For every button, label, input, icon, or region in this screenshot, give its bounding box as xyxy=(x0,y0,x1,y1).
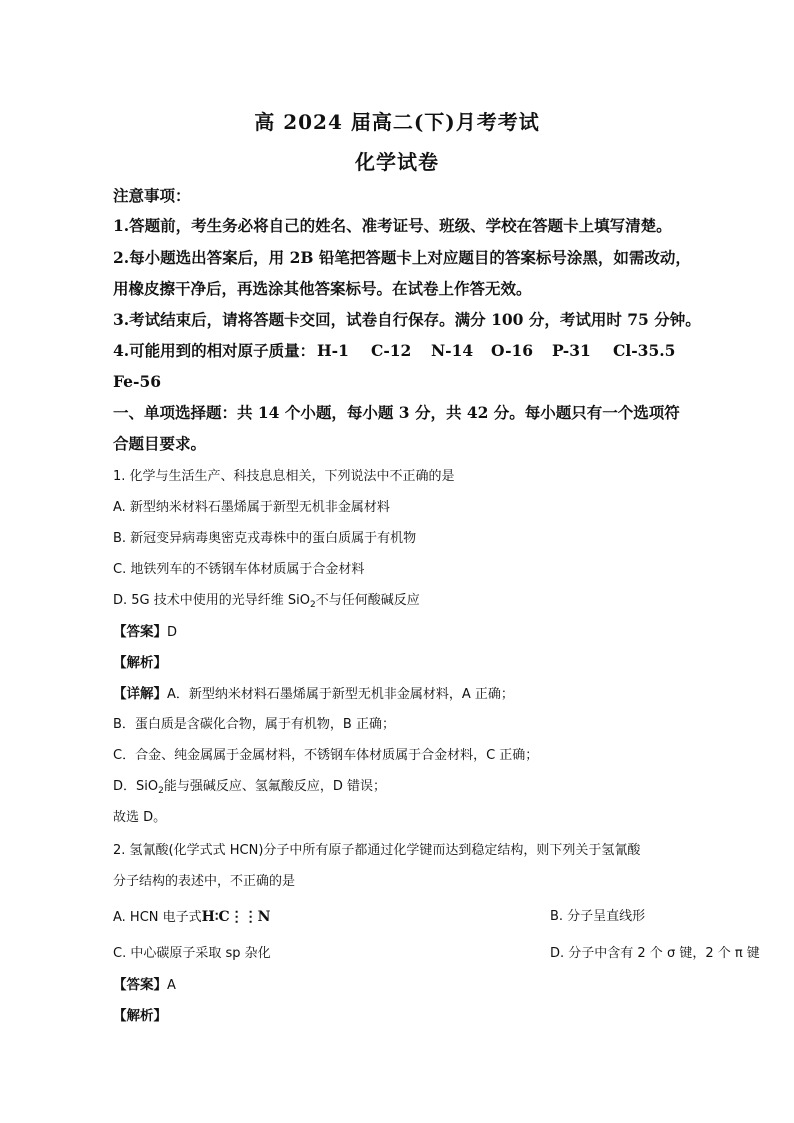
answer-tag: 【答案】 xyxy=(113,624,167,640)
notice-item-2-line-2: 用橡皮擦干净后，再选涂其他答案标号。在试卷上作答无效。 xyxy=(113,279,532,298)
question-2-option-a xyxy=(113,910,270,925)
exam-title: 高 2024 届高二(下)月考考试 xyxy=(254,110,540,134)
subscript: 2 xyxy=(158,786,164,796)
detail-d-text-rest: 能与强碱反应、氢氟酸反应，D 错误； xyxy=(163,779,386,794)
question-2-option-c: C. 中心碳原子采取 sp 杂化 xyxy=(113,946,271,961)
question-1-option-d xyxy=(113,591,693,615)
atomic-mass-n: N-14 xyxy=(431,341,474,360)
question-2-stem-line-1: 2. 氢氰酸(化学式式 HCN)分子中所有原子都通过化学键而达到稳定结构，则下列关于氢氰酸 xyxy=(113,843,641,858)
atomic-mass-c: C-12 xyxy=(371,341,412,360)
question-2-option-d: D. 分子中含有 2 个 σ 键，2 个 π 键 xyxy=(550,946,760,961)
question-1-analysis-tag: 【解析】 xyxy=(113,655,167,671)
question-1-detail-a xyxy=(113,684,693,705)
section-1-heading-line-1: 一、单项选择题：共 14 个小题，每小题 3 分，共 42 分。每小题只有一个选项符 xyxy=(113,403,680,422)
question-1-answer xyxy=(113,622,693,643)
question-1-detail-c: C．合金、纯金属属于金属材料，不锈钢车体材质属于合金材料，C 正确； xyxy=(113,748,539,763)
detail-a-text: A．新型纳米材料石墨烯属于新型无机非金属材料，A 正确； xyxy=(167,687,514,702)
atomic-mass-p: P-31 xyxy=(552,341,591,360)
notice-item-4 xyxy=(113,341,693,361)
question-2-option-row-2 xyxy=(113,944,760,964)
atomic-mass-cl: Cl-35.5 xyxy=(613,341,676,360)
subscript: 2 xyxy=(309,600,316,610)
answer-value: D xyxy=(167,625,178,640)
question-2-option-b: B. 分子呈直线形 xyxy=(550,909,646,924)
atomic-mass-o: O-16 xyxy=(491,341,534,360)
option-a-text: A. HCN 电子式 xyxy=(113,910,202,925)
hcn-electron-formula: H∶C⋮⋮N xyxy=(201,909,271,925)
section-1-heading-line-2: 合题目要求。 xyxy=(113,434,207,453)
question-2-analysis-tag: 【解析】 xyxy=(113,1008,167,1024)
answer-value: A xyxy=(167,978,176,993)
answer-tag: 【答案】 xyxy=(113,977,167,993)
question-1-option-a: A. 新型纳米材料石墨烯属于新型无机非金属材料 xyxy=(113,500,390,515)
question-1-option-c: C. 地铁列车的不锈钢车体材质属于合金材料 xyxy=(113,562,365,577)
question-1-conclusion: 故选 D。 xyxy=(113,810,167,825)
atomic-mass-h: H-1 xyxy=(317,341,349,360)
atomic-mass-label: 4.可能用到的相对原子质量： xyxy=(113,341,316,360)
detail-d-text: D．SiO xyxy=(113,779,159,794)
question-1-detail-d xyxy=(113,777,693,801)
question-2-stem-line-2: 分子结构的表述中，不正确的是 xyxy=(113,874,296,889)
question-1-option-b: B. 新冠变异病毒奥密克戎毒株中的蛋白质属于有机物 xyxy=(113,531,417,546)
question-2-option-row-1 xyxy=(113,907,693,928)
notice-item-4-wrap: Fe-56 xyxy=(113,372,162,391)
exam-subject: 化学试卷 xyxy=(355,150,439,174)
notice-item-2-line-1: 2.每小题选出答案后，用 2B 铅笔把答题卡上对应题目的答案标号涂黑，如需改动， xyxy=(113,248,691,267)
option-d-text: D. 5G 技术中使用的光导纤维 SiO xyxy=(113,593,310,608)
notice-item-1: 1.答题前，考生务必将自己的姓名、准考证号、班级、学校在答题卡上填写清楚。 xyxy=(113,216,672,235)
option-d-text-rest: 不与任何酸碱反应 xyxy=(315,593,420,608)
notice-item-3: 3.考试结束后，请将答题卡交回，试卷自行保存。满分 100 分，考试用时 75 分钟。 xyxy=(113,310,701,329)
notice-heading: 注意事项： xyxy=(113,186,191,205)
question-2-answer xyxy=(113,975,693,996)
question-1-stem: 1. 化学与生活生产、科技息息相关，下列说法中不正确的是 xyxy=(113,469,455,484)
detail-tag: 【详解】 xyxy=(113,686,167,702)
question-1-detail-b: B．蛋白质是含碳化合物，属于有机物，B 正确； xyxy=(113,717,395,732)
